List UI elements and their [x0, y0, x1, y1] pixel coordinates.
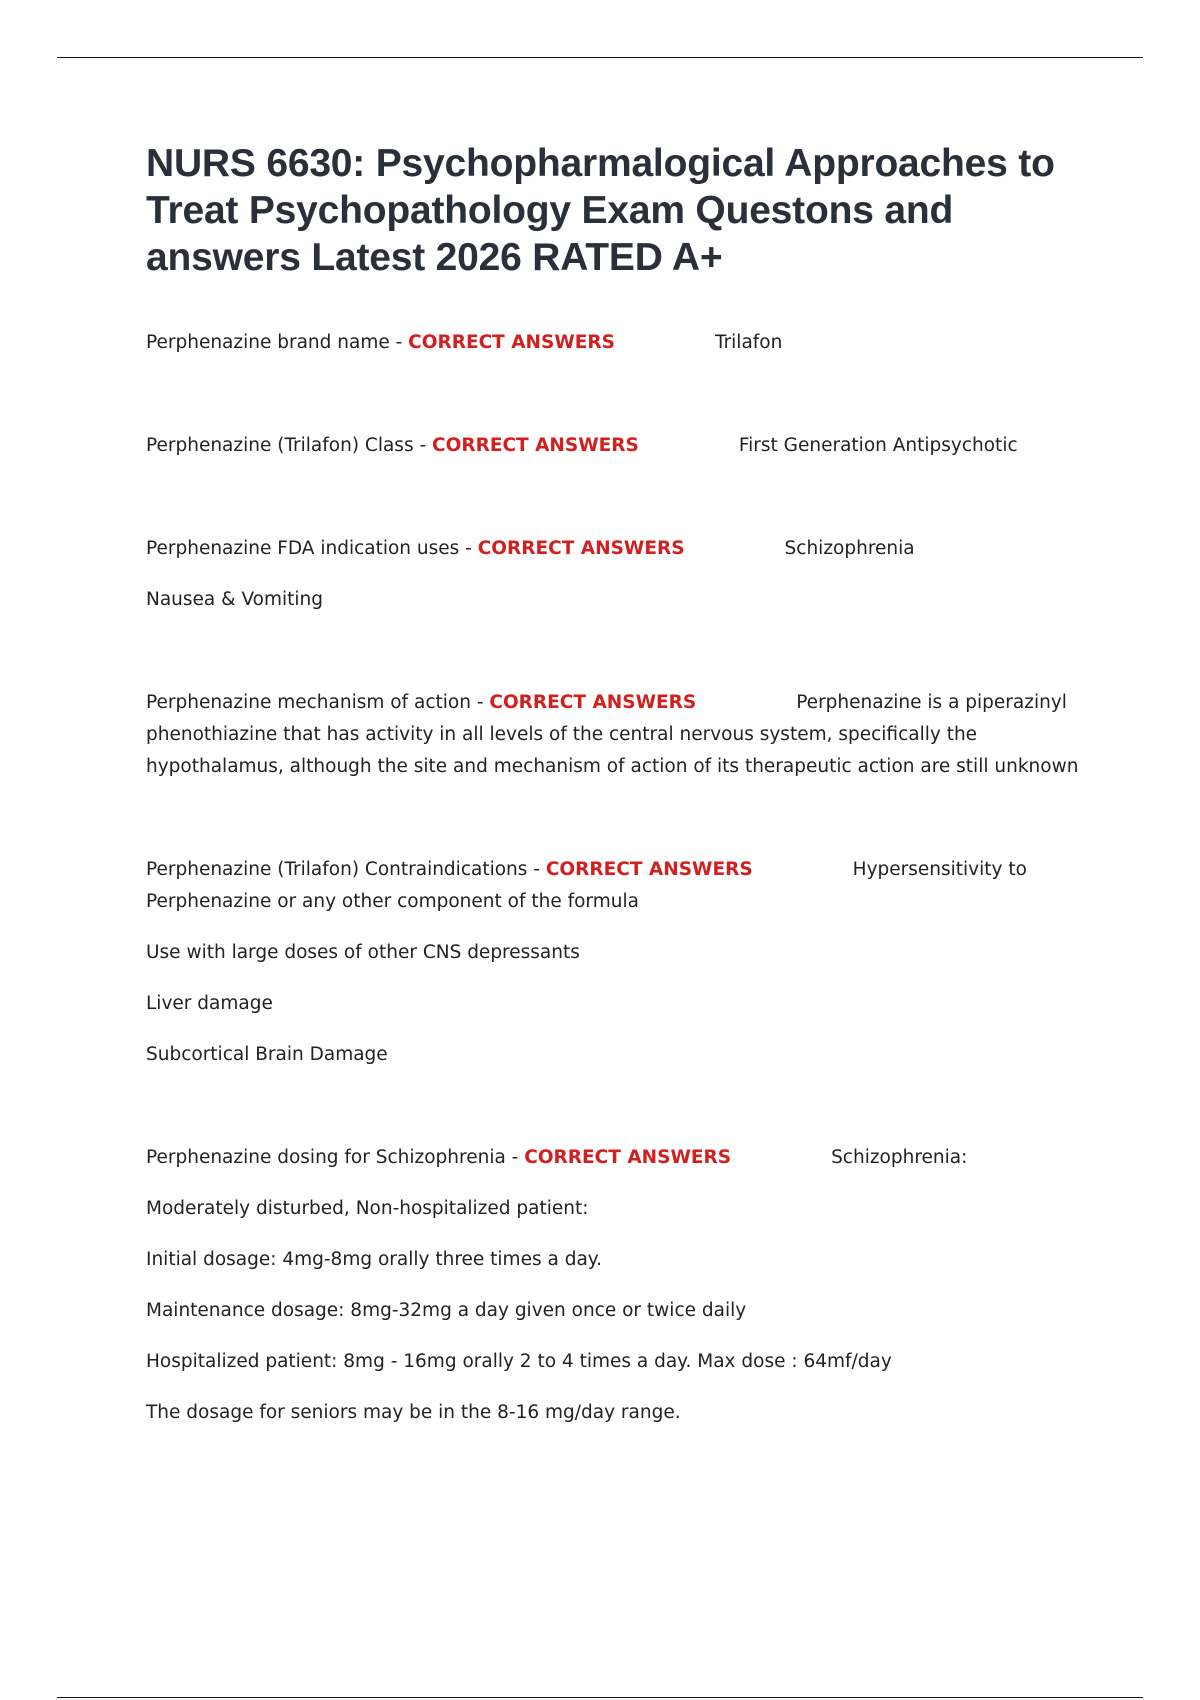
question-line [146, 687, 1086, 783]
question-line [146, 327, 1086, 359]
question-line [146, 430, 1086, 462]
question-text: Perphenazine (Trilafon) Class - [146, 435, 433, 456]
answer-text: Perphenazine is a piperazinyl phenothiazine that has activity in all levels of the central nervous system, specifically the hypothalamus, although the site and mechanism of action of its therapeutic action are still unknown [146, 692, 1079, 777]
question-line [146, 533, 1086, 565]
qa-item [146, 854, 1086, 1071]
header-rule [57, 57, 1143, 58]
question-text: Perphenazine mechanism of action - [146, 692, 490, 713]
question-text: Perphenazine FDA indication uses - [146, 538, 478, 559]
qa-item [146, 687, 1086, 783]
answer-line: Hospitalized patient: 8mg - 16mg orally 2 to 4 times a day. Max dose : 64mf/day [146, 1351, 892, 1372]
answer-text: Hypersensitivity to Perphenazine or any other component of the formula [146, 859, 1027, 912]
correct-answers-label: CORRECT ANSWERS [524, 1147, 732, 1168]
answer-line: Initial dosage: 4mg-8mg orally three times a day. [146, 1249, 602, 1270]
qa-item [146, 327, 1086, 359]
document-title: NURS 6630: Psychopharmalogical Approaches to Treat Psychopathology Exam Questons and answers Latest 2026 RATED A+ [146, 142, 1055, 279]
answer-line: Maintenance dosage: 8mg-32mg a day given once or twice daily [146, 1300, 747, 1321]
correct-answers-label: CORRECT ANSWERS [489, 692, 697, 713]
answer-line: The dosage for seniors may be in the 8-16 mg/day range. [146, 1402, 681, 1423]
question-line [146, 1142, 1086, 1174]
answer-line: Use with large doses of other CNS depressants [146, 942, 580, 963]
question-text: Perphenazine (Trilafon) Contraindications - [146, 859, 546, 880]
answer-text: Schizophrenia [784, 538, 915, 559]
correct-answers-label: CORRECT ANSWERS [545, 859, 753, 880]
answer-line: Liver damage [146, 993, 273, 1014]
footer-rule [57, 1697, 1143, 1698]
correct-answers-label: CORRECT ANSWERS [408, 332, 615, 353]
qa-item [146, 533, 1086, 616]
correct-answers-label: CORRECT ANSWERS [432, 435, 639, 456]
answer-line: Nausea & Vomiting [146, 589, 324, 610]
question-line [146, 854, 1086, 918]
document-body [146, 140, 1086, 1429]
answer-text: Trilafon [714, 332, 783, 353]
answer-line: Subcortical Brain Damage [146, 1044, 388, 1065]
qa-item [146, 430, 1086, 462]
correct-answers-label: CORRECT ANSWERS [477, 538, 685, 559]
question-text: Perphenazine dosing for Schizophrenia - [146, 1147, 525, 1168]
question-text: Perphenazine brand name - [146, 332, 409, 353]
answer-text: Schizophrenia: [831, 1147, 968, 1168]
answer-line: Moderately disturbed, Non-hospitalized patient: [146, 1198, 589, 1219]
answer-text: First Generation Antipsychotic [738, 435, 1018, 456]
qa-item [146, 1142, 1086, 1429]
